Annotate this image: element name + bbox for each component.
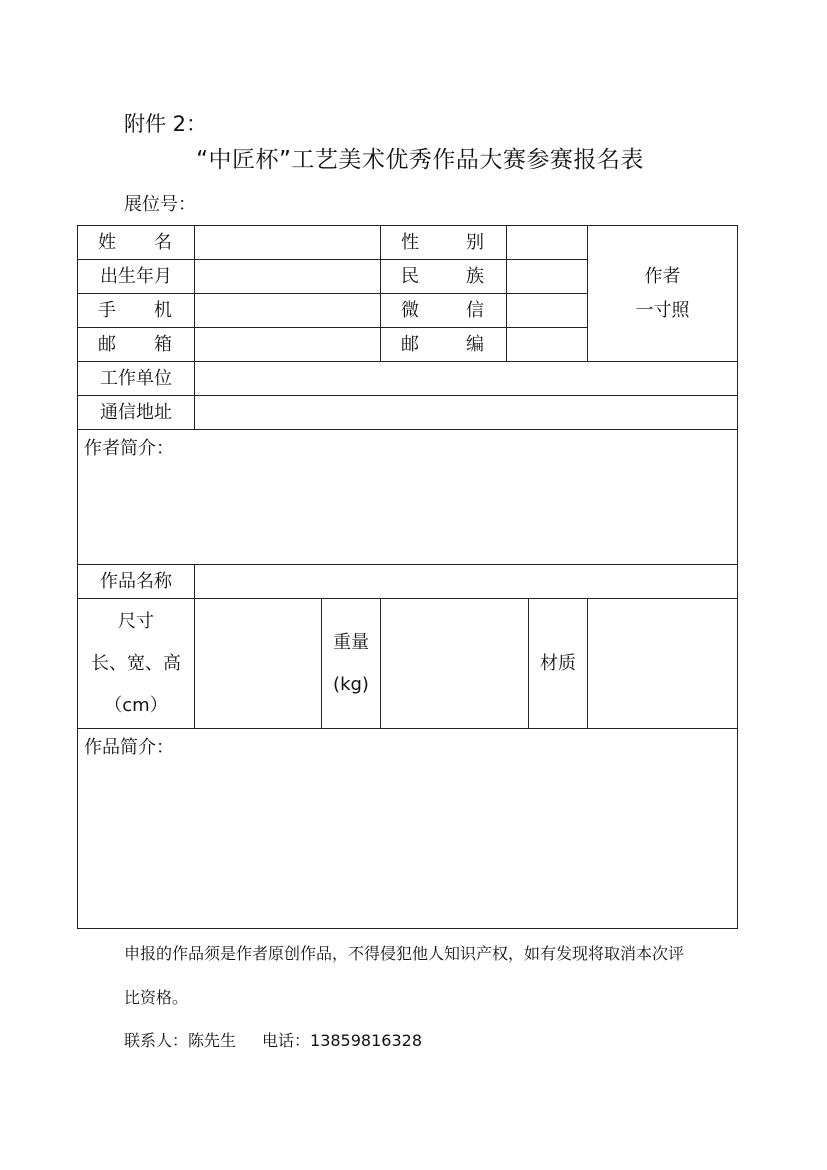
booth-number-label: 展位号： — [124, 194, 196, 215]
gender-label: 性 别 — [381, 226, 507, 260]
material-field[interactable] — [588, 599, 738, 729]
employer-field[interactable] — [195, 362, 738, 396]
author-intro-label: 作者简介： — [84, 438, 174, 459]
wechat-label: 微 信 — [381, 294, 507, 328]
weight-field[interactable] — [381, 599, 529, 729]
registration-form-table — [77, 225, 738, 929]
address-label: 通信地址 — [78, 396, 195, 430]
work-intro-label: 作品简介： — [84, 737, 174, 758]
contact-line — [124, 1029, 422, 1053]
work-intro-box[interactable] — [78, 729, 738, 929]
work-name-field[interactable] — [195, 565, 738, 599]
size-label: 尺寸 长、宽、高 （cm） — [78, 599, 195, 729]
name-field[interactable] — [195, 226, 381, 260]
weight-label: 重量 (kg) — [322, 599, 381, 729]
work-name-label: 作品名称 — [78, 565, 195, 599]
contact-person: 联系人：陈先生 — [124, 1031, 237, 1050]
attachment-label: 附件 2： — [124, 112, 208, 136]
ethnicity-field[interactable] — [507, 260, 588, 294]
originality-note-continued: 比资格。 — [124, 988, 189, 1007]
name-label: 姓 名 — [78, 226, 195, 260]
photo-box[interactable]: 作者 一寸照 — [588, 226, 738, 362]
birth-field[interactable] — [195, 260, 381, 294]
postcode-label: 邮 编 — [381, 328, 507, 362]
contact-phone: 电话：13859816328 — [262, 1031, 422, 1050]
originality-note: 申报的作品须是作者原创作品，不得侵犯他人知识产权，如有发现将取消本次评 — [124, 944, 685, 963]
email-field[interactable] — [195, 328, 381, 362]
employer-label: 工作单位 — [78, 362, 195, 396]
ethnicity-label: 民 族 — [381, 260, 507, 294]
material-label: 材质 — [529, 599, 588, 729]
phone-field[interactable] — [195, 294, 381, 328]
phone-label: 手 机 — [78, 294, 195, 328]
birth-label: 出生年月 — [78, 260, 195, 294]
author-intro-box[interactable] — [78, 430, 738, 565]
gender-field[interactable] — [507, 226, 588, 260]
address-field[interactable] — [195, 396, 738, 430]
wechat-field[interactable] — [507, 294, 588, 328]
postcode-field[interactable] — [507, 328, 588, 362]
form-title: “中匠杯”工艺美术优秀作品大赛参赛报名表 — [196, 147, 644, 173]
size-field[interactable] — [195, 599, 322, 729]
email-label: 邮 箱 — [78, 328, 195, 362]
